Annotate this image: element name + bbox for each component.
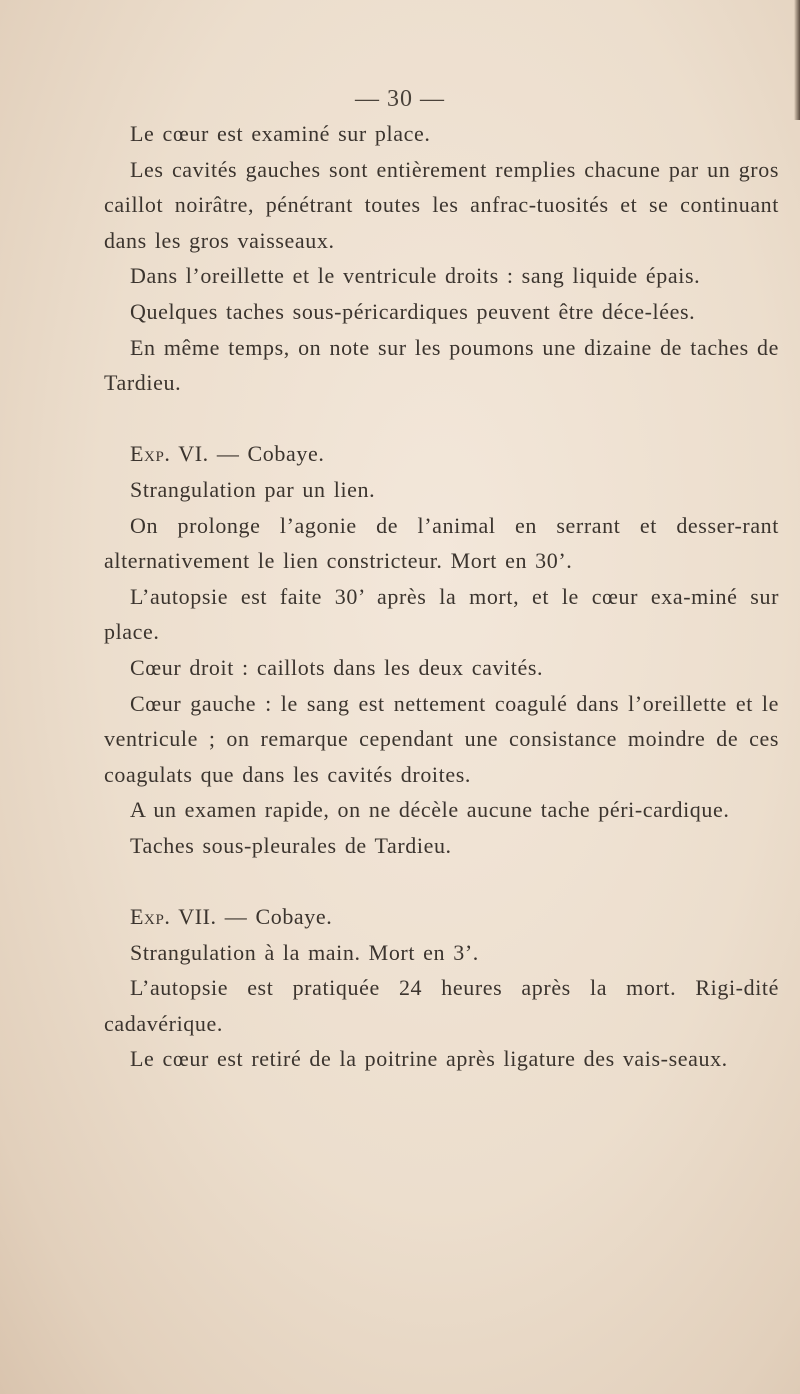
paragraph: Les cavités gauches sont entièrement remplies chacune par un gros caillot noirâtre, pénétrant toutes les anfrac-tuosités et se continuant dans les gros vaisseaux. <box>104 156 779 253</box>
paragraph: Cœur gauche : le sang est nettement coagulé dans l’oreillette et le ventricule ; on remarque cependant une consistance moindre de ces coagulats que dans les cavités droites. <box>104 690 779 787</box>
paragraph: On prolonge l’agonie de l’animal en serrant et desser-rant alternativement le lien constricteur. Mort en 30’. <box>104 512 779 574</box>
exp-title: VI. — Cobaye. <box>170 441 325 467</box>
exp-title: VII. — Cobaye. <box>170 904 333 930</box>
page-number: — 30 — <box>355 86 445 112</box>
exp-label: Exp. <box>130 441 171 467</box>
paragraph: En même temps, on note sur les poumons une dizaine de taches de Tardieu. <box>104 334 779 396</box>
paragraph: Quelques taches sous-péricardiques peuvent être déce-lées. <box>130 298 696 324</box>
paragraph: Taches sous-pleurales de Tardieu. <box>130 832 452 858</box>
paragraph: Cœur droit : caillots dans les deux cavités. <box>130 654 544 680</box>
paragraph: Strangulation par un lien. <box>130 476 376 502</box>
paragraph: Strangulation à la main. Mort en 3’. <box>130 939 479 965</box>
body-text <box>104 116 779 1077</box>
paragraph: Dans l’oreillette et le ventricule droits : sang liquide épais. <box>130 263 701 289</box>
paragraph: L’autopsie est pratiquée 24 heures après la mort. Rigi-dité cadavérique. <box>104 975 779 1036</box>
paragraph: Le cœur est examiné sur place. <box>130 121 431 146</box>
experiment-heading-vii <box>104 899 779 935</box>
paragraph: L’autopsie est faite 30’ après la mort, et le cœur exa-miné sur place. <box>104 583 779 645</box>
paragraph: Le cœur est retiré de la poitrine après ligature des vais-seaux. <box>130 1046 728 1072</box>
experiment-heading-vi <box>104 436 779 472</box>
paragraph: A un examen rapide, on ne décèle aucune tache péri-cardique. <box>130 797 730 823</box>
exp-label: Exp. <box>130 904 171 930</box>
